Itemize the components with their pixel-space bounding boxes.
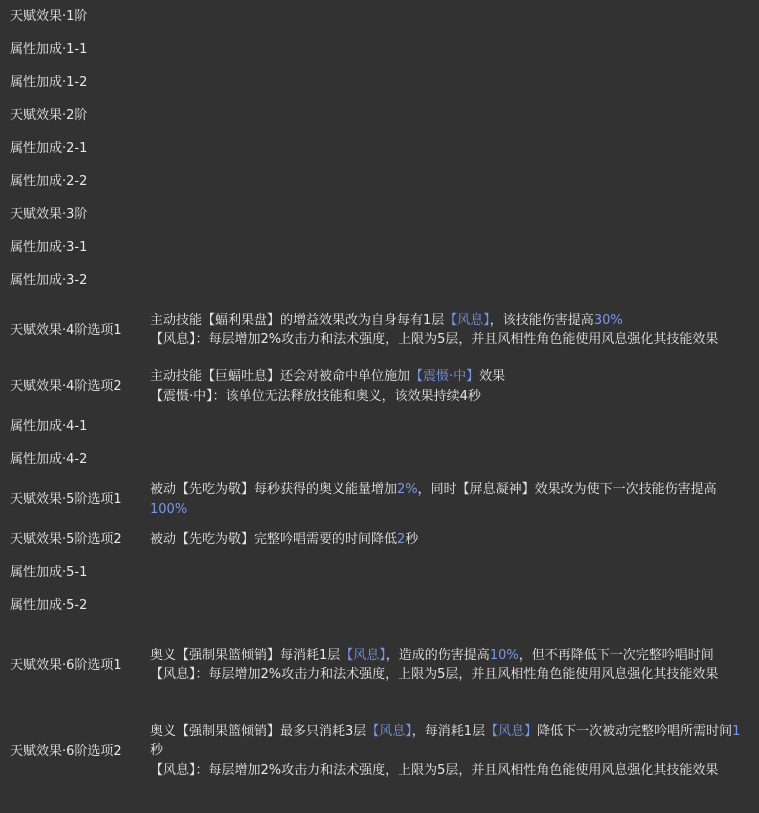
row-label: 属性加成·3-2 [10,273,88,288]
description-line [150,311,751,331]
description-text: 降低下一次被动完整吟唱所需时间 [537,723,733,739]
highlight-text: 10% [489,647,519,663]
description-text: ，同时【屏息凝神】效果改为使下一次技能伤害提高 [417,482,717,497]
row-description [150,646,759,685]
description-text: 被动【先吃为敬】完整吟唱需要的时间降低 [150,531,398,547]
row-label: 属性加成·4-2 [10,452,88,467]
table-row [0,556,759,589]
highlight-text: 【风息】 [485,723,538,739]
highlight-text: 【风息】 [340,647,386,663]
description-text: 【风息】：每层增加2%攻击力和法术强度，上限为5层，并且风相性角色能使用风息强化其技能效果 [150,332,719,347]
description-text: 秒 [405,531,419,547]
table-row [0,363,759,410]
highlight-text: 2 [397,531,406,547]
table-row [0,523,759,556]
row-label: 属性加成·4-1 [10,419,88,434]
table-row [0,297,759,363]
description-line [150,387,751,407]
row-label: 天赋效果·4阶选项1 [10,322,122,338]
table-row [0,622,759,708]
description-text: 【风息】：每层增加2%攻击力和法术强度，上限为5层，并且风相性角色能使用风息强化其技能效果 [150,762,719,778]
table-row [0,410,759,443]
description-text: 主动技能【巨蝠吐息】还会对被命中单位施加 [150,369,411,384]
table-row [0,66,759,99]
description-text: 效果 [479,369,506,384]
table-row [0,165,759,198]
description-text: 【风息】：每层增加2%攻击力和法术强度，上限为5层，并且风相性角色能使用风息强化其技能效果 [150,667,719,682]
description-text: ，该技能伤害提高 [489,312,594,328]
highlight-text: 30% [593,312,623,328]
highlight-text: 【风息】 [366,723,412,739]
highlight-text: 【震慑·中】 [410,369,480,384]
description-text: 奥义【强制果篮倾销】最多只消耗3层 [150,723,367,739]
row-label: 属性加成·3-1 [10,240,88,255]
description-line [150,330,751,350]
row-label: 天赋效果·5阶选项1 [10,492,122,507]
table-row [0,33,759,66]
row-label: 属性加成·5-2 [10,598,88,613]
table-row [0,708,759,794]
description-line [150,665,751,685]
row-description [150,311,759,350]
description-line [150,761,751,781]
row-label: 天赋效果·2阶 [10,108,88,123]
description-line [150,480,751,519]
description-line [150,722,751,761]
table-row [0,589,759,622]
row-label: 天赋效果·6阶选项2 [10,743,122,759]
row-label: 天赋效果·3阶 [10,207,88,222]
row-label: 天赋效果·6阶选项1 [10,657,122,673]
highlight-text: 1 [732,723,741,739]
row-description [150,480,759,519]
row-description [150,367,759,406]
description-text: 奥义【强制果篮倾销】每消耗1层 [150,647,341,663]
table-row [0,443,759,476]
description-line [150,367,751,387]
table-row [0,0,759,33]
table-row [0,198,759,231]
description-text: 被动【先吃为敬】每秒获得的奥义能量增加 [150,482,398,497]
table-row [0,132,759,165]
description-line [150,530,751,550]
table-row [0,99,759,132]
row-label: 属性加成·2-2 [10,174,88,189]
highlight-text: 2% [397,482,418,497]
row-label: 属性加成·1-1 [10,42,88,57]
row-label: 天赋效果·4阶选项2 [10,379,122,394]
description-line [150,646,751,666]
row-label: 属性加成·5-1 [10,565,88,580]
highlight-text: 【风息】 [444,312,490,328]
highlight-text: 100% [150,501,188,517]
row-label: 属性加成·2-1 [10,141,88,156]
table-row [0,264,759,297]
row-label: 天赋效果·5阶选项2 [10,532,122,547]
row-description [150,530,759,550]
table-row [0,231,759,264]
row-description [150,722,759,781]
description-text: ，但不再降低下一次完整吟唱时间 [518,647,714,663]
description-text: 主动技能【蝠利果盘】的增益效果改为自身每有1层 [150,312,445,328]
row-label: 天赋效果·1阶 [10,9,88,24]
description-text: ，每消耗1层 [411,723,486,739]
table-row [0,476,759,523]
description-text: ，造成的伤害提高 [385,647,490,663]
row-label: 属性加成·1-2 [10,75,88,90]
description-text: 【震慑·中】：该单位无法释放技能和奥义，该效果持续4秒 [150,388,481,404]
description-text: 秒 [150,743,164,759]
